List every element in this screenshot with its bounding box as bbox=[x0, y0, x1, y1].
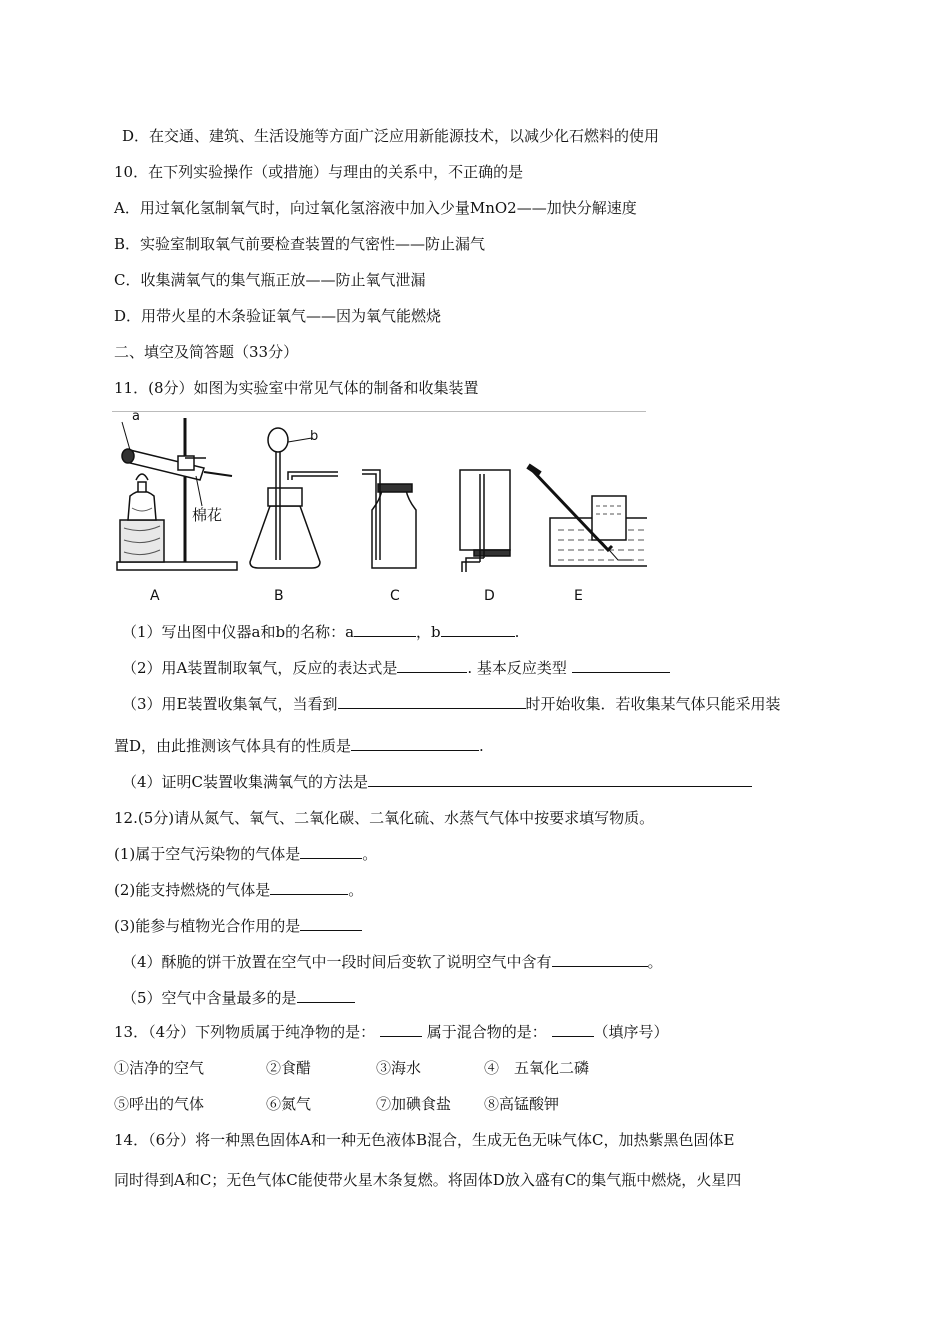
question-13: 13．（4分）下列物质属于纯净物的是： 属于混合物的是： （填序号） bbox=[114, 1023, 669, 1041]
caption-a: A bbox=[150, 588, 160, 604]
q11-part4: （4）证明C装置收集满氧气的方法是 bbox=[122, 772, 752, 792]
q12-sub5: （5）空气中含量最多的是 bbox=[122, 988, 355, 1008]
blank-a[interactable] bbox=[354, 622, 416, 637]
caption-c: C bbox=[390, 588, 400, 604]
option-4: ④ 五氧化二磷 bbox=[484, 1059, 590, 1077]
blank-moisture[interactable] bbox=[552, 952, 648, 967]
blank-photosynthesis[interactable] bbox=[300, 916, 362, 931]
q11-part1: （1）写出图中仪器a和b的名称：a ，b . bbox=[122, 623, 520, 641]
option-8: ⑧高锰酸钾 bbox=[484, 1095, 560, 1113]
label-cotton: 棉花 bbox=[192, 506, 223, 524]
apparatus-figure bbox=[112, 410, 647, 610]
option-5: ⑤呼出的气体 bbox=[114, 1095, 205, 1113]
q11-part3-cont: 置D，由此推测该气体具有的性质是 . bbox=[114, 737, 484, 755]
apparatus-d bbox=[460, 470, 510, 572]
blank-expression[interactable] bbox=[397, 658, 467, 673]
blank-most-abundant[interactable] bbox=[297, 988, 355, 1003]
label-b: b bbox=[310, 429, 319, 444]
question-10: 10．在下列实验操作（或措施）与理由的关系中，不正确的是 bbox=[114, 163, 524, 181]
apparatus-c bbox=[362, 470, 416, 568]
blank-reaction-type[interactable] bbox=[572, 658, 670, 673]
blank-observation[interactable] bbox=[338, 694, 526, 709]
option-d-q9: D．在交通、建筑、生活设施等方面广泛应用新能源技术，以减少化石燃料的使用 bbox=[122, 127, 660, 145]
label-a: a bbox=[132, 410, 140, 424]
caption-b: B bbox=[274, 588, 284, 604]
option-3: ③海水 bbox=[376, 1059, 422, 1077]
blank-pure[interactable] bbox=[380, 1022, 422, 1037]
option-b-q10: B．实验室制取氧气前要检查装置的气密性——防止漏气 bbox=[114, 235, 486, 253]
option-d-q10: D．用带火星的木条验证氧气——因为氧气能燃烧 bbox=[114, 307, 442, 325]
option-c-q10: C．收集满氧气的集气瓶正放——防止氧气泄漏 bbox=[114, 271, 426, 289]
option-6: ⑥氮气 bbox=[266, 1095, 312, 1113]
q12-sub2: (2)能支持燃烧的气体是 。 bbox=[114, 881, 364, 899]
option-2: ②食醋 bbox=[266, 1059, 312, 1077]
question-14-line2: 同时得到A和C；无色气体C能使带火星木条复燃。将固体D放入盛有C的集气瓶中燃烧，火星四 bbox=[114, 1171, 742, 1189]
blank-b[interactable] bbox=[441, 622, 515, 637]
q13-options-row2 bbox=[114, 1094, 559, 1114]
q12-sub3: (3)能参与植物光合作用的是 bbox=[114, 916, 362, 936]
blank-method[interactable] bbox=[368, 772, 752, 787]
q11-part3: （3）用E装置收集氧气，当看到 时开始收集．若收集某气体只能采用装 bbox=[122, 695, 781, 713]
question-14-line1: 14．（6分）将一种黑色固体A和一种无色液体B混合，生成无色无味气体C，加热紫黑色固体E bbox=[114, 1131, 735, 1149]
caption-e: E bbox=[574, 588, 583, 604]
blank-combustion[interactable] bbox=[270, 880, 348, 895]
question-11: 11．(8分）如图为实验室中常见气体的制备和收集装置 bbox=[114, 379, 479, 397]
option-7: ⑦加碘食盐 bbox=[376, 1095, 452, 1113]
q11-part2: （2）用A装置制取氧气，反应的表达式是 . 基本反应类型 bbox=[122, 658, 670, 678]
q12-sub1: (1)属于空气污染物的气体是 。 bbox=[114, 845, 378, 863]
caption-d: D bbox=[484, 588, 495, 604]
option-a-q10: A．用过氧化氢制氧气时，向过氧化氢溶液中加入少量MnO2——加快分解速度 bbox=[114, 199, 637, 217]
apparatus-a bbox=[117, 418, 237, 570]
blank-property[interactable] bbox=[351, 736, 479, 751]
question-12: 12.(5分)请从氮气、氧气、二氧化碳、二氧化硫、水蒸气气体中按要求填写物质。 bbox=[114, 809, 655, 827]
blank-mixture[interactable] bbox=[552, 1022, 594, 1037]
blank-pollutant[interactable] bbox=[300, 844, 362, 859]
q13-options-row1 bbox=[114, 1058, 589, 1078]
apparatus-b bbox=[250, 428, 338, 568]
apparatus-e bbox=[528, 466, 647, 566]
section-heading: 二、填空及简答题（33分） bbox=[114, 343, 299, 361]
q12-sub4: （4）酥脆的饼干放置在空气中一段时间后变软了说明空气中含有 。 bbox=[122, 953, 663, 971]
option-1: ①洁净的空气 bbox=[114, 1059, 205, 1077]
